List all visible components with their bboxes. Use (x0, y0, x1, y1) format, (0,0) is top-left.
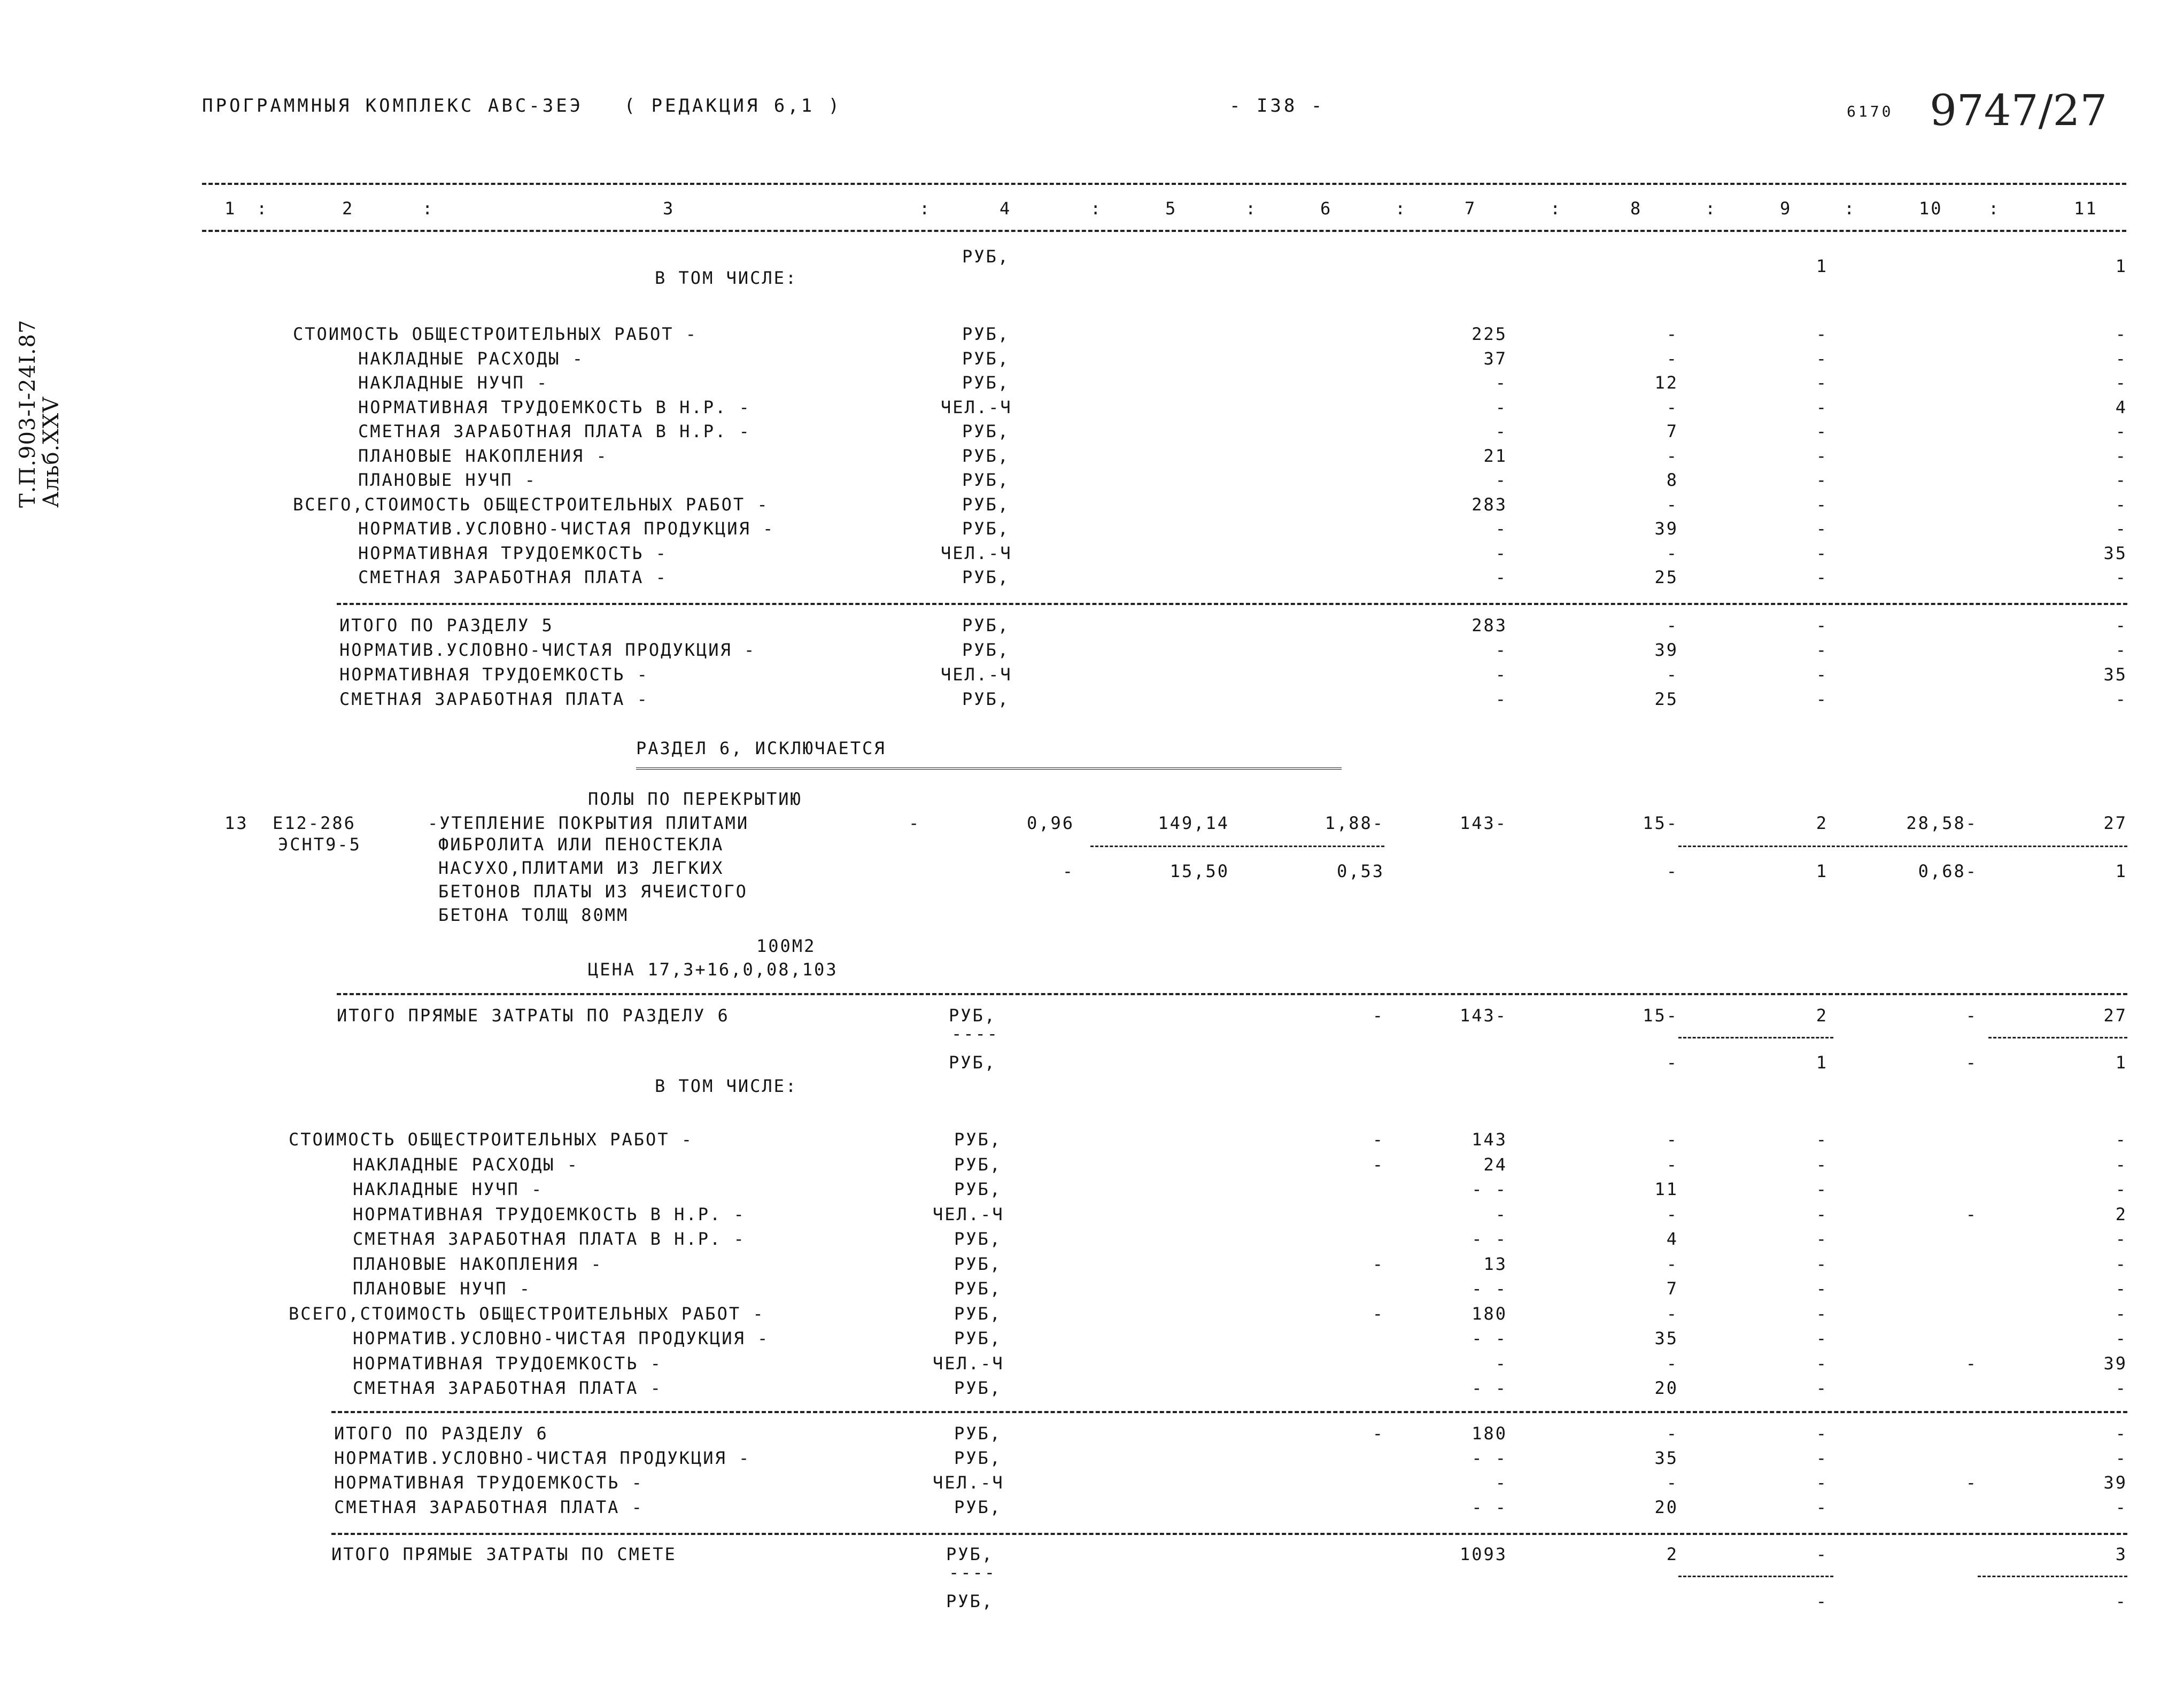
row-value-c11: - (2115, 1229, 2127, 1249)
row-value-c9: - (1816, 397, 1828, 417)
estimate-subrule-c9 (1678, 1576, 1833, 1577)
item-c8: 15- (1643, 813, 1678, 833)
row-value-c8: - (1666, 1423, 1678, 1444)
row-value-c9: - (1816, 324, 1828, 344)
direct-c10: - (1965, 1005, 1978, 1026)
section5-totals-rule (337, 603, 2127, 605)
row-label: НОРМАТИВ.УСЛОВНО-ЧИСТАЯ ПРОДУКЦИЯ - (334, 1448, 751, 1468)
column-separator: : (1988, 198, 2001, 219)
column-header-9: 9 (1780, 198, 1792, 219)
estimate-total-c11: 3 (2115, 1544, 2127, 1564)
row-unit: РУБ, (962, 348, 1010, 369)
row-label: НОРМАТИВ.УСЛОВНО-ЧИСТАЯ ПРОДУКЦИЯ - (358, 518, 775, 539)
row-unit: РУБ, (954, 1328, 1002, 1348)
section5-unit: РУБ, (962, 246, 1010, 267)
row-label: НОРМАТИВНАЯ ТРУДОЕМКОСТЬ - (339, 664, 649, 685)
row-value-c8: - (1666, 1204, 1678, 1224)
row-value-c9: - (1816, 542, 1828, 563)
direct-subrule-c9 (1678, 1037, 1833, 1038)
row-value-c8: - (1666, 445, 1678, 466)
row-label: ИТОГО ПО РАЗДЕЛУ 6 (334, 1423, 548, 1444)
item-c9: 2 (1816, 813, 1828, 833)
direct-sub-c11: 1 (2115, 1052, 2127, 1073)
direct-c6: - (1372, 1005, 1384, 1026)
row-value-c8: - (1666, 1353, 1678, 1374)
direct-c9: 2 (1816, 1005, 1828, 1026)
row-value-c8: 25 (1654, 567, 1678, 587)
row-value-c11: - (2115, 1328, 2127, 1348)
row-value-c11: 39 (2103, 1353, 2127, 1374)
row-value-c11: - (2115, 1303, 2127, 1324)
row-label: НОРМАТИВ.УСЛОВНО-ЧИСТАЯ ПРОДУКЦИЯ - (353, 1328, 770, 1348)
column-separator: : (1395, 198, 1407, 219)
page-number: - I38 - (1229, 95, 1325, 117)
row-value-c9: - (1816, 1423, 1828, 1444)
row-unit: РУБ, (962, 421, 1010, 441)
column-header-5: 5 (1165, 198, 1178, 219)
row-unit: РУБ, (962, 494, 1010, 515)
row-value-c7: - - (1472, 1328, 1507, 1348)
estimate-total-label: ИТОГО ПРЯМЫЕ ЗАТРАТЫ ПО СМЕТЕ (331, 1544, 677, 1564)
row-value-c8: - (1666, 1154, 1678, 1175)
item-unit-cost: 149,14 (1158, 813, 1229, 833)
row-value-c8: - (1666, 494, 1678, 515)
column-header-10: 10 (1919, 198, 1943, 219)
row-value-c11: - (2115, 324, 2127, 344)
row-label: ПЛАНОВЫЕ НАКОПЛЕНИЯ - (358, 445, 608, 466)
row-value-c7: - - (1472, 1278, 1507, 1299)
row-value-c8: 8 (1666, 470, 1678, 490)
item-rate-code: Е12-286 (273, 813, 356, 833)
row-label: НОРМАТИВНАЯ ТРУДОЕМКОСТЬ - (353, 1353, 662, 1374)
row-label: СМЕТНАЯ ЗАРАБОТНАЯ ПЛАТА В Н.Р. - (358, 421, 751, 441)
row-value-c9: - (1816, 421, 1828, 441)
row-value-c9: - (1816, 1204, 1828, 1224)
section6-in-that-heading: В ТОМ ЧИСЛЕ: (655, 1076, 798, 1096)
direct-costs-label: ИТОГО ПРЯМЫЕ ЗАТРАТЫ ПО РАЗДЕЛУ 6 (337, 1005, 730, 1026)
column-separator: : (422, 198, 435, 219)
row-label: ПЛАНОВЫЕ НУЧП - (358, 470, 537, 490)
estimate-total-sub-c11: - (2115, 1591, 2127, 1611)
row-value-c7: - (1495, 640, 1507, 660)
section6-title: РАЗДЕЛ 6, ИСКЛЮЧАЕТСЯ (636, 738, 886, 758)
row-value-c9: - (1816, 1229, 1828, 1249)
row-value-c11: - (2115, 445, 2127, 466)
row-value-c9: - (1816, 1472, 1828, 1493)
row-value-c7: - - (1472, 1378, 1507, 1398)
direct-subrule-c11 (1988, 1037, 2127, 1038)
row-value-c11: - (2115, 494, 2127, 515)
column-header-4: 4 (1000, 198, 1012, 219)
estimate-total-rule (331, 1533, 2127, 1535)
row-value-c7: - - (1472, 1497, 1507, 1517)
row-value-c8: 7 (1666, 421, 1678, 441)
row-unit: РУБ, (962, 373, 1010, 393)
row-value-c9: - (1816, 1328, 1828, 1348)
row-value-c11: 35 (2103, 664, 2127, 685)
row-label: НОРМАТИВНАЯ ТРУДОЕМКОСТЬ - (358, 542, 668, 563)
row-value-c7: - (1495, 1353, 1507, 1374)
item-sub-c11: 1 (2115, 861, 2127, 881)
row-value-c6: - (1372, 1423, 1384, 1444)
item-unit: 100М2 (756, 936, 816, 956)
column-separator: : (919, 198, 932, 219)
item-number: 13 (224, 813, 249, 833)
program-title: ПРОГРАММНЫЯ КОМПЛЕКС АВС-3ЕЭ ( РЕДАКЦИЯ 6,1 ) (202, 95, 842, 117)
row-value-c8: - (1666, 1129, 1678, 1150)
direct-sub-c10: - (1965, 1052, 1978, 1073)
row-value-c11: - (2115, 1497, 2127, 1517)
column-header-7: 7 (1465, 198, 1477, 219)
row-value-c6: - (1372, 1253, 1384, 1274)
row-value-c8: 4 (1666, 1229, 1678, 1249)
row-value-c8: 39 (1654, 640, 1678, 660)
direct-costs-unit: РУБ, (949, 1005, 997, 1026)
item-c3-dash: - (909, 813, 921, 833)
row-value-c9: - (1816, 494, 1828, 515)
row-label: ИТОГО ПО РАЗДЕЛУ 5 (339, 615, 554, 635)
estimate-total-c9: - (1816, 1544, 1828, 1564)
estimate-total-sub-c9: - (1816, 1591, 1828, 1611)
row-value-c11: 39 (2103, 1472, 2127, 1493)
column-header-11: 11 (2074, 198, 2098, 219)
row-value-c9: - (1816, 615, 1828, 635)
row-value-c11: - (2115, 373, 2127, 393)
row-unit: ЧЕЛ.-Ч (933, 1204, 1004, 1224)
row-label: НАКЛАДНЫЕ НУЧП - (353, 1179, 544, 1199)
row-value-c7: - (1495, 421, 1507, 441)
section6-totals-rule (331, 1411, 2127, 1413)
item-desc-line: НАСУХО,ПЛИТАМИ ИЗ ЛЕГКИХ (438, 858, 724, 878)
row-value-c7: 24 (1483, 1154, 1507, 1175)
row-value-c8: - (1666, 615, 1678, 635)
item-c6: 1,88- (1325, 813, 1384, 833)
direct-c7: 143- (1459, 1005, 1507, 1026)
row-value-c8: - (1666, 324, 1678, 344)
row-value-c6: - (1372, 1154, 1384, 1175)
row-unit: ЧЕЛ.-Ч (933, 1353, 1004, 1374)
row-value-c7: 283 (1472, 615, 1507, 635)
row-label: НОРМАТИВ.УСЛОВНО-ЧИСТАЯ ПРОДУКЦИЯ - (339, 640, 756, 660)
row-value-c11: - (2115, 1129, 2127, 1150)
estimate-total-c7: 1093 (1459, 1544, 1507, 1564)
row-label: СМЕТНАЯ ЗАРАБОТНАЯ ПЛАТА - (358, 567, 668, 587)
section5-top-c11: 1 (2115, 256, 2127, 276)
direct-sub-c9: 1 (1816, 1052, 1828, 1073)
row-value-c7: 143 (1472, 1129, 1507, 1150)
row-value-c9: - (1816, 1154, 1828, 1175)
row-unit: ЧЕЛ.-Ч (941, 664, 1012, 685)
row-value-c7: - (1495, 664, 1507, 685)
row-value-c9: - (1816, 518, 1828, 539)
row-value-c8: 35 (1654, 1328, 1678, 1348)
row-value-c7: - - (1472, 1448, 1507, 1468)
row-value-c11: - (2115, 470, 2127, 490)
row-value-c8: - (1666, 1253, 1678, 1274)
row-value-c8: 25 (1654, 689, 1678, 709)
row-value-c9: - (1816, 1278, 1828, 1299)
row-value-c8: - (1666, 397, 1678, 417)
row-value-c9: - (1816, 1129, 1828, 1150)
column-separator: : (1090, 198, 1103, 219)
table-top-rule (202, 183, 2126, 185)
section5-top-c9: 1 (1816, 256, 1828, 276)
row-value-c9: - (1816, 373, 1828, 393)
row-value-c7: - (1495, 689, 1507, 709)
column-header-3: 3 (663, 198, 675, 219)
row-value-c7: 37 (1483, 348, 1507, 369)
row-value-c11: - (2115, 1253, 2127, 1274)
row-value-c8: - (1666, 348, 1678, 369)
item-c11: 27 (2103, 813, 2127, 833)
item-resource-code: ЭСНТ9-5 (278, 834, 361, 855)
row-unit: РУБ, (954, 1229, 1002, 1249)
row-label: ВСЕГО,СТОИМОСТЬ ОБЩЕСТРОИТЕЛЬНЫХ РАБОТ - (293, 494, 769, 515)
row-label: НАКЛАДНЫЕ РАСХОДЫ - (353, 1154, 579, 1175)
item-sub-c10: 0,68- (1918, 861, 1978, 881)
row-unit: ЧЕЛ.-Ч (941, 542, 1012, 563)
row-value-c11: - (2115, 518, 2127, 539)
row-value-c9: - (1816, 1497, 1828, 1517)
sidebar-code: Т.П.903-I-24I.87 (16, 319, 40, 508)
row-value-c11: - (2115, 567, 2127, 587)
item-sub-c8: - (1666, 861, 1678, 881)
row-value-c7: 180 (1472, 1303, 1507, 1324)
row-value-c7: 180 (1472, 1423, 1507, 1444)
item-subrule-c5-c6 (1090, 846, 1384, 847)
row-label: СТОИМОСТЬ ОБЩЕСТРОИТЕЛЬНЫХ РАБОТ - (293, 324, 698, 344)
row-unit: РУБ, (962, 640, 1010, 660)
column-separator: : (1705, 198, 1717, 219)
row-value-c9: - (1816, 567, 1828, 587)
archive-stamp-prefix: 6170 (1847, 103, 1894, 120)
row-value-c9: - (1816, 470, 1828, 490)
estimate-total-unit2: РУБ, (946, 1591, 994, 1611)
row-value-c8: - (1666, 1472, 1678, 1493)
row-value-c8: 11 (1654, 1179, 1678, 1199)
item-subrule-c9-c11 (1678, 846, 2127, 847)
estimate-total-c8: 2 (1666, 1544, 1678, 1564)
row-value-c8: 39 (1654, 518, 1678, 539)
row-value-c9: - (1816, 664, 1828, 685)
row-value-c9: - (1816, 445, 1828, 466)
row-label: СМЕТНАЯ ЗАРАБОТНАЯ ПЛАТА - (334, 1497, 644, 1517)
item-desc-line: БЕТОНОВ ПЛАТЫ ИЗ ЯЧЕИСТОГО (438, 881, 748, 902)
row-unit: РУБ, (954, 1129, 1002, 1150)
row-label: НАКЛАДНЫЕ НУЧП - (358, 373, 549, 393)
row-value-c7: - - (1472, 1179, 1507, 1199)
estimate-total-unit: РУБ, (946, 1544, 994, 1564)
document-code-sidebar (16, 320, 63, 508)
row-value-c11: - (2115, 348, 2127, 369)
row-value-c8: 35 (1654, 1448, 1678, 1468)
direct-sub-c8: - (1666, 1052, 1678, 1073)
sidebar-album: Альб.XXV (39, 396, 64, 508)
item-price: ЦЕНА 17,3+16,0,08,103 (588, 959, 838, 980)
row-value-c9: - (1816, 689, 1828, 709)
row-value-c7: 13 (1483, 1253, 1507, 1274)
row-value-c10: - (1965, 1204, 1978, 1224)
row-value-c6: - (1372, 1129, 1384, 1150)
row-value-c11: - (2115, 1378, 2127, 1398)
row-unit: РУБ, (954, 1448, 1002, 1468)
estimate-total-dash: ---- (949, 1562, 997, 1583)
row-value-c9: - (1816, 348, 1828, 369)
row-unit: РУБ, (962, 567, 1010, 587)
item-sub-c9: 1 (1816, 861, 1828, 881)
row-value-c7: 225 (1472, 324, 1507, 344)
row-unit: РУБ, (954, 1253, 1002, 1274)
item-sub-c4: - (1062, 861, 1074, 881)
row-unit: РУБ, (962, 689, 1010, 709)
row-unit: РУБ, (954, 1179, 1002, 1199)
row-value-c7: - (1495, 567, 1507, 587)
row-value-c11: - (2115, 689, 2127, 709)
row-label: ВСЕГО,СТОИМОСТЬ ОБЩЕСТРОИТЕЛЬНЫХ РАБОТ - (289, 1303, 765, 1324)
section5-in-that-heading: В ТОМ ЧИСЛЕ: (655, 268, 798, 288)
direct-costs-unit2: РУБ, (949, 1052, 997, 1073)
column-header-1: 1 (224, 198, 237, 219)
row-label: СМЕТНАЯ ЗАРАБОТНАЯ ПЛАТА - (353, 1378, 662, 1398)
item-desc-line: -УТЕПЛЕНИЕ ПОКРЫТИЯ ПЛИТАМИ (428, 813, 749, 833)
row-value-c7: 283 (1472, 494, 1507, 515)
row-value-c11: - (2115, 1448, 2127, 1468)
row-value-c7: - (1495, 470, 1507, 490)
column-header-6: 6 (1320, 198, 1333, 219)
row-value-c7: - (1495, 1472, 1507, 1493)
row-value-c7: - (1495, 397, 1507, 417)
row-value-c8: - (1666, 1303, 1678, 1324)
column-header-2: 2 (342, 198, 354, 219)
row-value-c9: - (1816, 1353, 1828, 1374)
column-separator: : (1550, 198, 1562, 219)
row-value-c11: - (2115, 1278, 2127, 1299)
row-value-c11: 2 (2115, 1204, 2127, 1224)
row-value-c7: - (1495, 373, 1507, 393)
direct-c8: 15- (1643, 1005, 1678, 1026)
row-value-c8: 20 (1654, 1378, 1678, 1398)
row-value-c8: 12 (1654, 373, 1678, 393)
row-value-c11: - (2115, 1179, 2127, 1199)
row-value-c11: - (2115, 1423, 2127, 1444)
row-unit: РУБ, (962, 324, 1010, 344)
section6-title-underline (636, 767, 1342, 770)
row-unit: РУБ, (962, 445, 1010, 466)
handwritten-archive-number: 9747/27 (1930, 86, 2108, 135)
row-label: ПЛАНОВЫЕ НАКОПЛЕНИЯ - (353, 1253, 603, 1274)
row-label: НОРМАТИВНАЯ ТРУДОЕМКОСТЬ В Н.Р. - (353, 1204, 746, 1224)
row-unit: ЧЕЛ.-Ч (941, 397, 1012, 417)
item-desc-line: ФИБРОЛИТА ИЛИ ПЕНОСТЕКЛА (438, 834, 724, 855)
item-sub-c6: 0,53 (1336, 861, 1384, 881)
row-unit: РУБ, (954, 1423, 1002, 1444)
row-value-c9: - (1816, 640, 1828, 660)
row-value-c8: - (1666, 664, 1678, 685)
row-value-c7: - (1495, 518, 1507, 539)
row-value-c9: - (1816, 1378, 1828, 1398)
item-sub-c5: 15,50 (1170, 861, 1229, 881)
row-unit: ЧЕЛ.-Ч (933, 1472, 1004, 1493)
row-value-c7: - - (1472, 1229, 1507, 1249)
row-label: СТОИМОСТЬ ОБЩЕСТРОИТЕЛЬНЫХ РАБОТ - (289, 1129, 694, 1150)
item-desc-line: БЕТОНА ТОЛЩ 80ММ (438, 905, 629, 925)
row-value-c9: - (1816, 1179, 1828, 1199)
row-value-c11: 35 (2103, 542, 2127, 563)
column-header-rule (202, 230, 2126, 232)
row-value-c7: - (1495, 1204, 1507, 1224)
estimate-subrule-c11 (1978, 1576, 2127, 1577)
row-label: ПЛАНОВЫЕ НУЧП - (353, 1278, 531, 1299)
row-value-c10: - (1965, 1472, 1978, 1493)
row-label: СМЕТНАЯ ЗАРАБОТНАЯ ПЛАТА В Н.Р. - (353, 1229, 746, 1249)
column-header-8: 8 (1630, 198, 1643, 219)
row-value-c11: - (2115, 615, 2127, 635)
row-value-c8: 20 (1654, 1497, 1678, 1517)
row-unit: РУБ, (954, 1278, 1002, 1299)
row-unit: РУБ, (962, 615, 1010, 635)
row-value-c7: - (1495, 542, 1507, 563)
row-value-c8: 7 (1666, 1278, 1678, 1299)
column-separator: : (1245, 198, 1258, 219)
row-value-c6: - (1372, 1303, 1384, 1324)
row-value-c11: - (2115, 640, 2127, 660)
row-label: НОРМАТИВНАЯ ТРУДОЕМКОСТЬ - (334, 1472, 644, 1493)
row-value-c8: - (1666, 542, 1678, 563)
row-value-c9: - (1816, 1303, 1828, 1324)
column-separator: : (257, 198, 269, 219)
item-quantity: 0,96 (1026, 813, 1074, 833)
row-label: СМЕТНАЯ ЗАРАБОТНАЯ ПЛАТА - (339, 689, 649, 709)
row-unit: РУБ, (962, 470, 1010, 490)
section6-direct-rule (337, 993, 2127, 995)
row-value-c11: 4 (2115, 397, 2127, 417)
row-value-c11: - (2115, 421, 2127, 441)
row-value-c9: - (1816, 1448, 1828, 1468)
row-value-c11: - (2115, 1154, 2127, 1175)
item-c10: 28,58- (1906, 813, 1978, 833)
column-separator: : (1844, 198, 1856, 219)
row-value-c9: - (1816, 1253, 1828, 1274)
row-value-c7: 21 (1483, 445, 1507, 466)
row-unit: РУБ, (954, 1303, 1002, 1324)
item-total: 143- (1459, 813, 1507, 833)
row-unit: РУБ, (962, 518, 1010, 539)
row-value-c10: - (1965, 1353, 1978, 1374)
direct-costs-dash: ---- (951, 1024, 1000, 1044)
row-unit: РУБ, (954, 1154, 1002, 1175)
direct-c11: 27 (2103, 1005, 2127, 1026)
row-label: НАКЛАДНЫЕ РАСХОДЫ - (358, 348, 585, 369)
item-desc-line: ПОЛЫ ПО ПЕРЕКРЫТИЮ (588, 789, 802, 809)
row-label: НОРМАТИВНАЯ ТРУДОЕМКОСТЬ В Н.Р. - (358, 397, 751, 417)
row-unit: РУБ, (954, 1378, 1002, 1398)
row-unit: РУБ, (954, 1497, 1002, 1517)
